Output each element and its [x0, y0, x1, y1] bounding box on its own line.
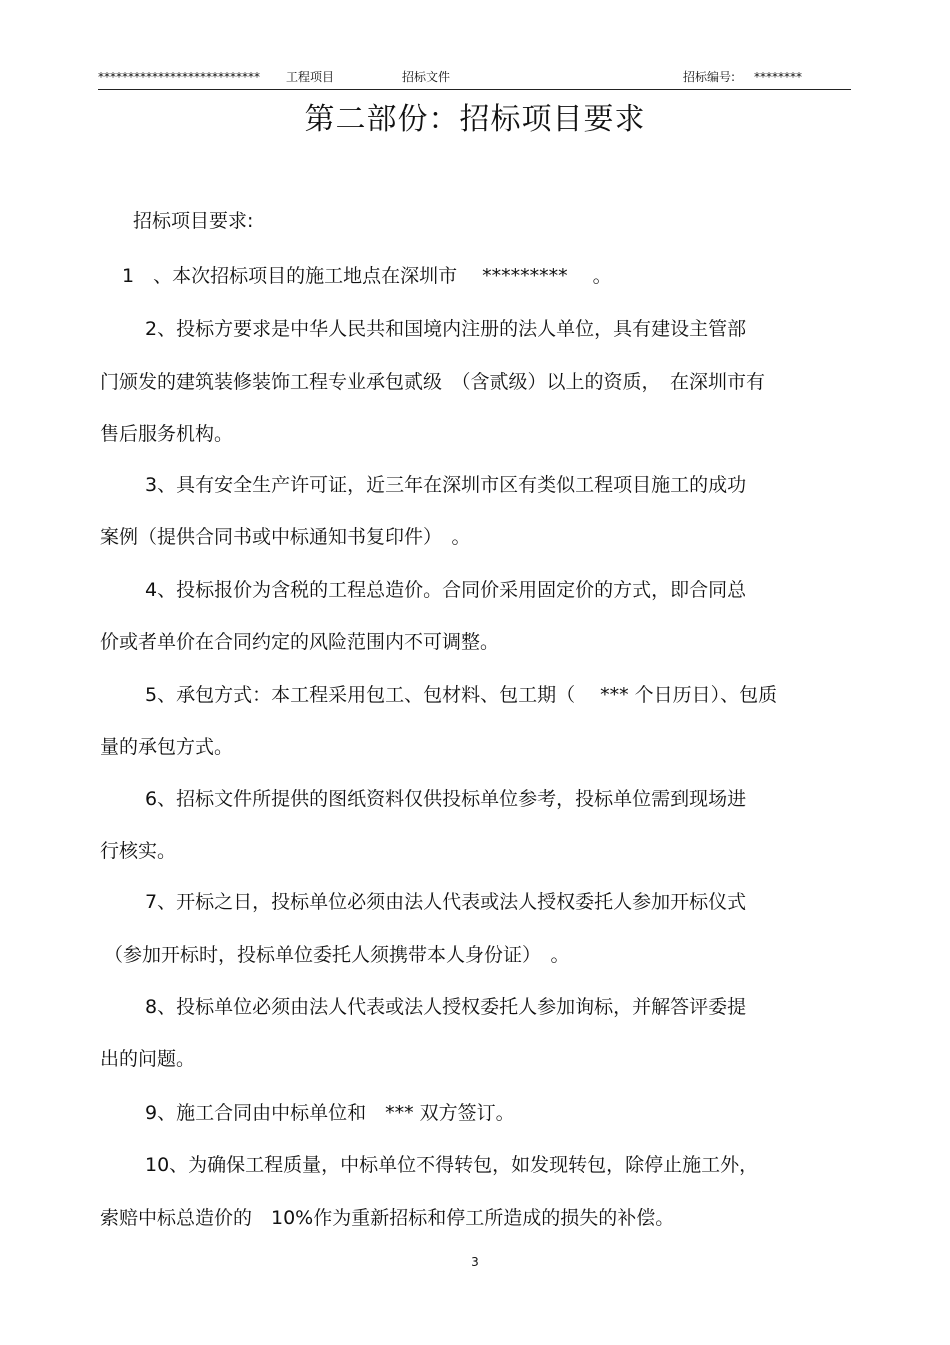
page-number: 3	[471, 1255, 479, 1269]
header-number-label: 招标编号:	[683, 70, 736, 84]
page-title: 第二部份：招标项目要求	[304, 102, 646, 137]
item-7-line-1: 7、开标之日，投标单位必须由法人代表或法人授权委托人参加开标仪式	[145, 891, 747, 913]
item-3-line-1: 3、具有安全生产许可证，近三年在深圳市区有类似工程项目施工的成功	[145, 474, 747, 496]
item-2-line-1: 2、投标方要求是中华人民共和国境内注册的法人单位，具有建设主管部	[145, 318, 747, 340]
item-7-line-2: （参加开标时，投标单位委托人须携带本人身份证） 。	[104, 944, 570, 966]
item-2-line-3: 售后服务机构。	[100, 423, 234, 445]
item-4-line-2: 价或者单价在合同约定的风险范围内不可调整。	[100, 631, 500, 653]
item-5-line-2: 量的承包方式。	[100, 736, 234, 758]
section-heading: 招标项目要求:	[133, 210, 254, 232]
header-divider	[98, 89, 851, 90]
header-project: 工程项目	[286, 70, 335, 84]
item-10-line-1: 10、为确保工程质量，中标单位不得转包，如发现转包，除停止施工外，	[145, 1154, 759, 1176]
header-number-value: ********	[754, 70, 802, 84]
item-8-line-1: 8、投标单位必须由法人代表或法人授权委托人参加询标，并解答评委提	[145, 996, 747, 1018]
item-2-line-2: 门颁发的建筑装修装饰工程专业承包贰级 （含贰级）以上的资质， 在深圳市有	[100, 371, 766, 393]
header-stars: ***************************	[98, 70, 260, 84]
item-8-line-2: 出的问题。	[100, 1048, 196, 1070]
item-10-line-2: 索赔中标总造价的 10%作为重新招标和停工所造成的损失的补偿。	[100, 1207, 675, 1229]
item-4-line-1: 4、投标报价为含税的工程总造价。合同价采用固定价的方式，即合同总	[145, 579, 747, 601]
item-5-line-1: 5、承包方式：本工程采用包工、包材料、包工期（ *** 个日历日）、包质	[145, 684, 778, 706]
header-doc: 招标文件	[402, 70, 451, 84]
item-3-line-2: 案例（提供合同书或中标通知书复印件） 。	[100, 526, 471, 548]
item-9-line-1: 9、施工合同由中标单位和 *** 双方签订。	[145, 1102, 515, 1124]
item-1-line-1: 1 、本次招标项目的施工地点在深圳市 ********* 。	[122, 265, 612, 287]
item-6-line-2: 行核实。	[100, 840, 177, 862]
item-6-line-1: 6、招标文件所提供的图纸资料仅供投标单位参考，投标单位需到现场进	[145, 788, 747, 810]
